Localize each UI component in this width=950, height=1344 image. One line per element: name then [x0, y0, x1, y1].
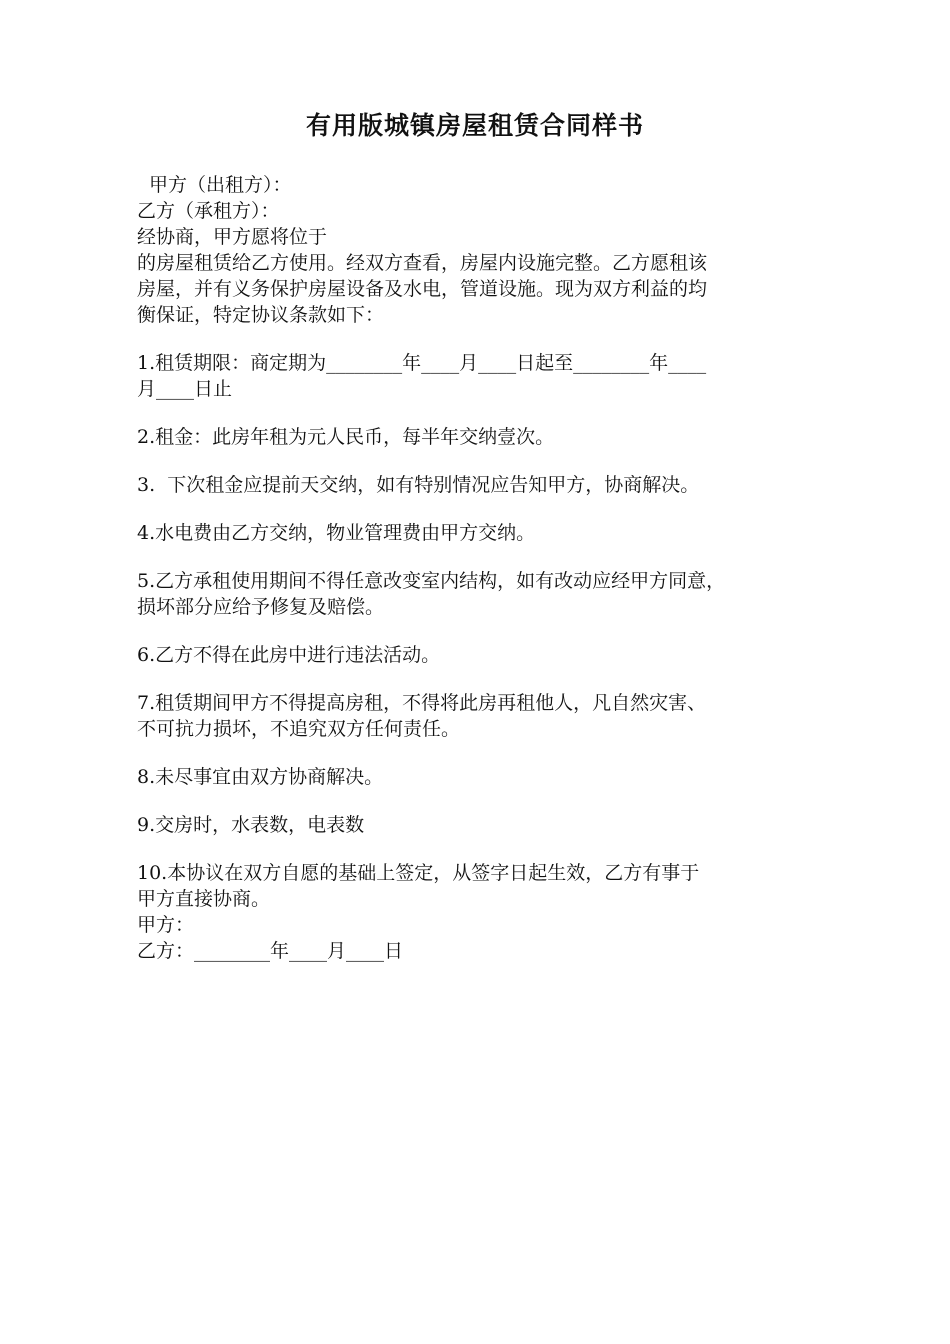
signature-block	[137, 912, 837, 964]
clause-9	[137, 812, 837, 838]
intro-line: 的房屋租赁给乙方使用。经双方查看，房屋内设施完整。乙方愿租该	[137, 252, 708, 274]
intro-line: 房屋，并有义务保护房屋设备及水电，管道设施。现为双方利益的均	[137, 278, 708, 300]
clause-line: 9.交房时，水表数，电表数	[137, 814, 365, 836]
clause-3	[137, 472, 837, 498]
party-lessor-line: 甲方（出租方）：	[149, 174, 292, 196]
clause-line: 不可抗力损坏，不追究双方任何责任。	[137, 718, 461, 740]
clause-line: 损坏部分应给予修复及赔偿。	[137, 596, 385, 618]
clause-line: 7.租赁期间甲方不得提高房租，不得将此房再租他人，凡自然灾害、	[137, 692, 707, 714]
clause-line: 2.租金：此房年租为元人民币，每半年交纳壹次。	[137, 426, 555, 448]
clause-line: 月____日止	[137, 378, 233, 400]
party-lessee-line: 乙方（承租方）：	[137, 200, 280, 222]
intro-line: 衡保证，特定协议条款如下：	[137, 304, 385, 326]
intro-paragraph	[137, 224, 837, 328]
clause-4	[137, 520, 837, 546]
clause-line: 3. 下次租金应提前天交纳，如有特别情况应告知甲方，协商解决。	[137, 474, 700, 496]
clause-line: 10.本协议在双方自愿的基础上签定，从签字日起生效，乙方有事于	[137, 862, 700, 884]
intro-line: 经协商，甲方愿将位于	[137, 226, 328, 248]
clause-5	[137, 568, 837, 620]
document-title: 有用版城镇房屋租赁合同样书	[305, 111, 644, 140]
clause-2	[137, 424, 837, 450]
clause-10	[137, 860, 837, 912]
clause-6	[137, 642, 837, 668]
clause-line: 5.乙方承租使用期间不得任意改变室内结构，如有改动应经甲方同意，	[137, 570, 726, 592]
signature-party-a: 甲方：	[137, 914, 195, 936]
signature-party-b: 乙方：________年____月____日	[137, 940, 404, 962]
clause-line: 4.水电费由乙方交纳，物业管理费由甲方交纳。	[137, 522, 536, 544]
clause-8	[137, 764, 837, 790]
clause-line: 甲方直接协商。	[137, 888, 271, 910]
clause-line: 1.租赁期限：商定期为________年____月____日起至________年____	[137, 352, 707, 374]
clause-line: 6.乙方不得在此房中进行违法活动。	[137, 644, 441, 666]
clause-1	[137, 350, 837, 402]
clause-7	[137, 690, 837, 742]
clause-line: 8.未尽事宜由双方协商解决。	[137, 766, 384, 788]
document-body	[137, 172, 837, 964]
